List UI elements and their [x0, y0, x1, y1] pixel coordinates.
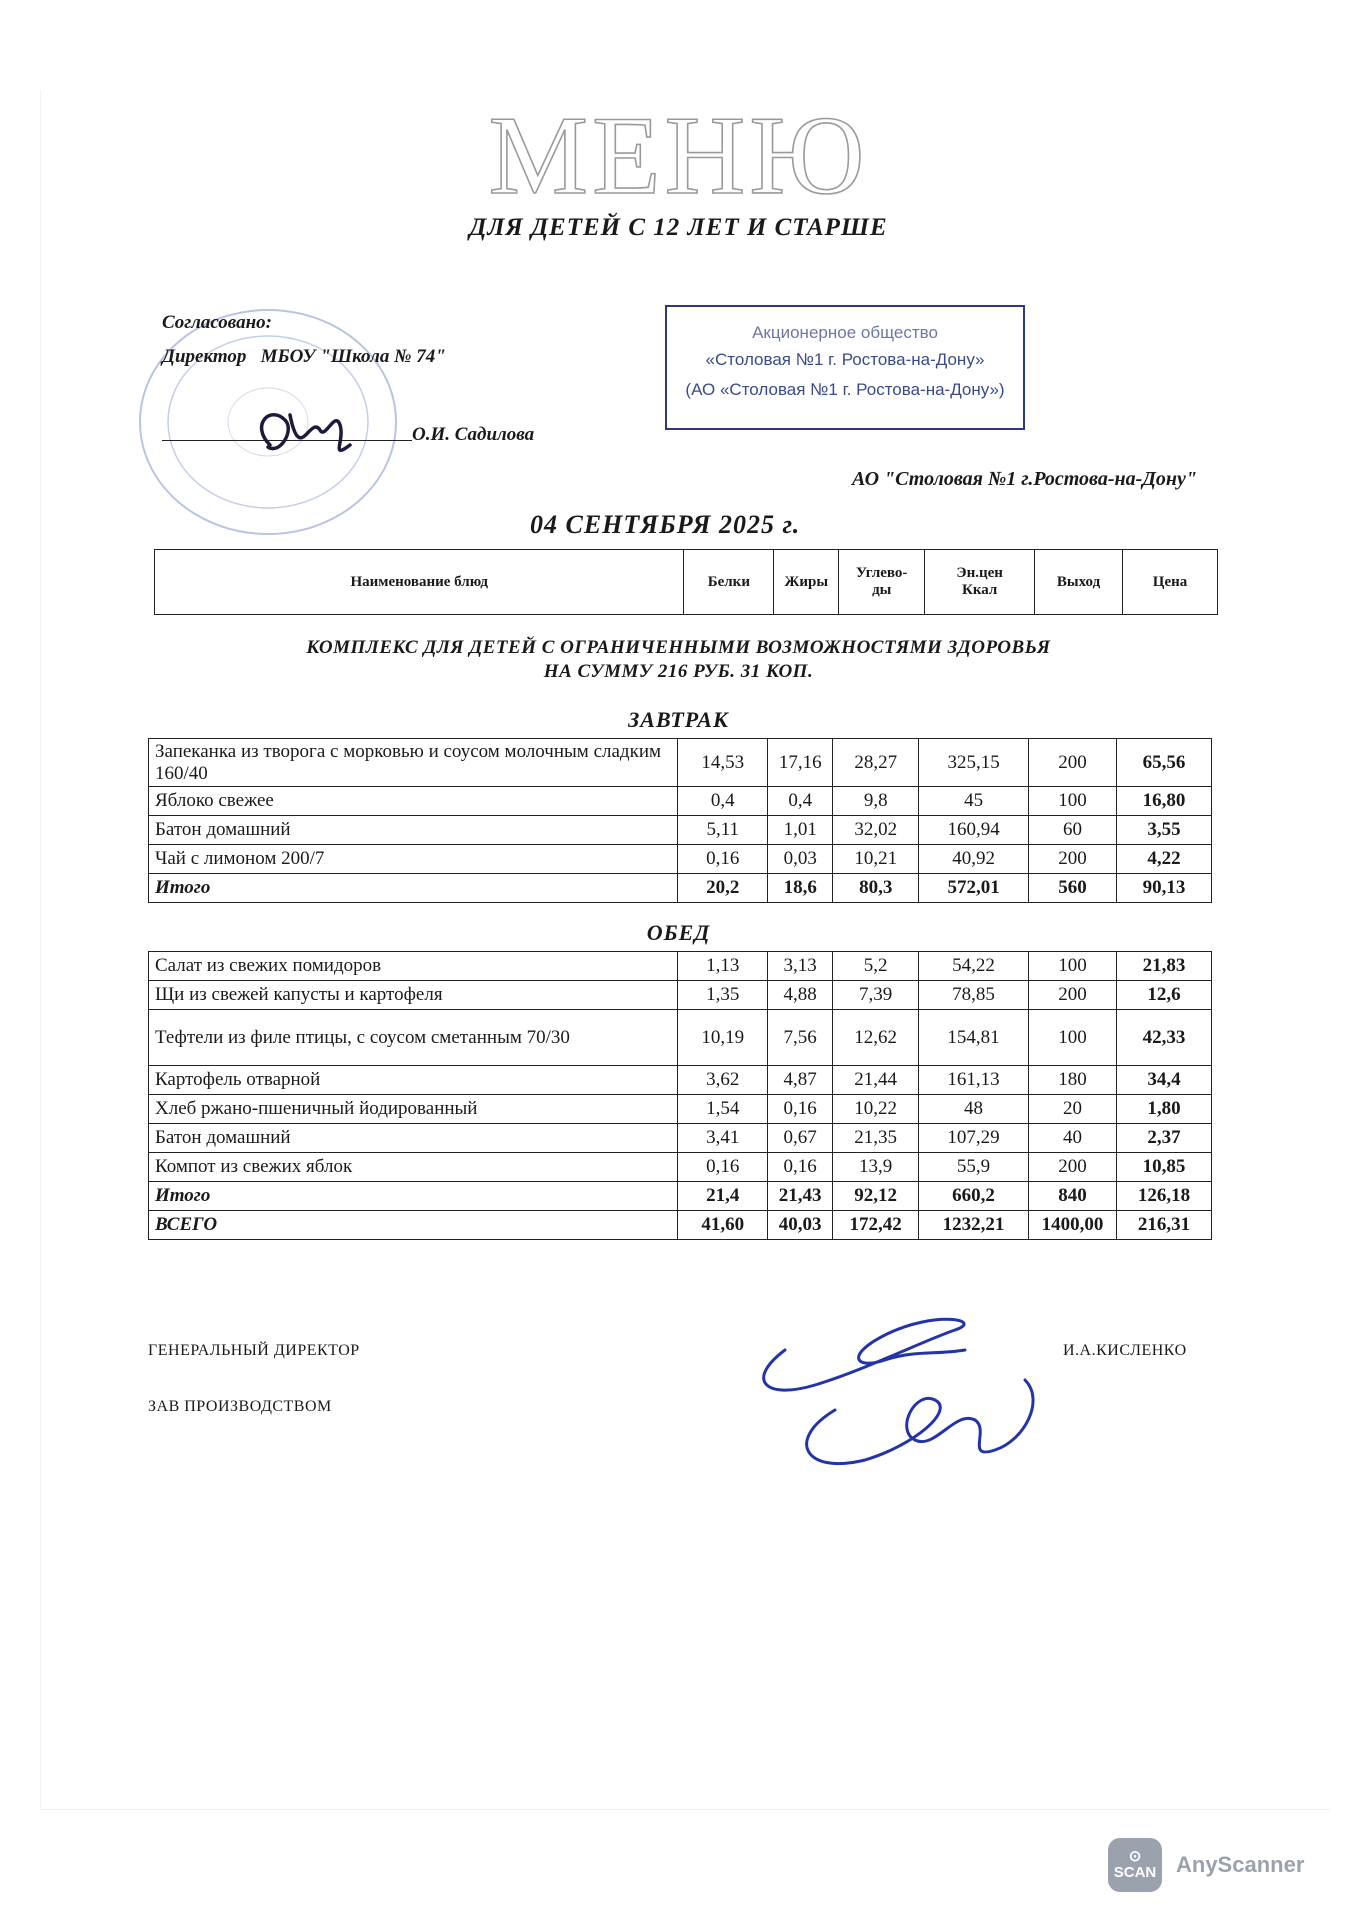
total-value-cell: 572,01: [919, 874, 1029, 903]
value-cell: 17,16: [768, 739, 833, 787]
value-cell: 1,35: [678, 981, 768, 1010]
organization-name: АО "Столовая №1 г.Ростова-на-Дону": [852, 468, 1197, 490]
value-cell: 13,9: [833, 1153, 919, 1182]
stamp-line-1: Акционерное общество: [752, 323, 938, 342]
value-cell: 7,56: [768, 1010, 833, 1066]
total-label-cell: Итого: [149, 874, 678, 903]
value-cell: 3,62: [678, 1066, 768, 1095]
dish-name-cell: Батон домашний: [149, 816, 678, 845]
table-row: [149, 1153, 1212, 1182]
value-cell: 154,81: [919, 1010, 1029, 1066]
value-cell: 10,19: [678, 1010, 768, 1066]
value-cell: 1,01: [768, 816, 833, 845]
value-cell: 54,22: [919, 952, 1029, 981]
col-dish-name: Наименование блюд: [155, 550, 684, 615]
value-cell: 10,21: [833, 845, 919, 874]
value-cell: 10,85: [1116, 1153, 1211, 1182]
value-cell: 5,2: [833, 952, 919, 981]
value-cell: 3,41: [678, 1124, 768, 1153]
anyscanner-watermark: [1108, 1838, 1304, 1892]
value-cell: 20: [1029, 1095, 1117, 1124]
value-cell: 5,11: [678, 816, 768, 845]
total-value-cell: 90,13: [1117, 874, 1212, 903]
stamp-line-2: «Столовая №1 г. Ростова-на-Дону»: [705, 350, 985, 369]
dish-name-cell: Чай с лимоном 200/7: [149, 845, 678, 874]
dish-name-cell: Щи из свежей капусты и картофеля: [149, 981, 678, 1010]
value-cell: 200: [1029, 845, 1117, 874]
value-cell: 161,13: [919, 1066, 1029, 1095]
value-cell: 16,80: [1117, 787, 1212, 816]
value-cell: 0,16: [678, 1153, 768, 1182]
value-cell: 2,37: [1116, 1124, 1211, 1153]
complex-line-1: КОМПЛЕКС ДЛЯ ДЕТЕЙ С ОГРАНИЧЕННЫМИ ВОЗМОЖНОСТЯМИ ЗДОРОВЬЯ: [306, 637, 1051, 658]
col-output: Выход: [1035, 550, 1123, 615]
total-value-cell: 21,4: [678, 1182, 768, 1211]
value-cell: 48: [919, 1095, 1029, 1124]
total-value-cell: 840: [1029, 1182, 1117, 1211]
total-value-cell: 92,12: [833, 1182, 919, 1211]
footer-director-label: ГЕНЕРАЛЬНЫЙ ДИРЕКТОР: [148, 1342, 360, 1359]
table-row: [149, 952, 1212, 981]
stamp-line-3: (АО «Столовая №1 г. Ростова-на-Дону»): [685, 380, 1005, 399]
value-cell: 160,94: [919, 816, 1029, 845]
value-cell: 40: [1029, 1124, 1117, 1153]
value-cell: 0,4: [678, 787, 768, 816]
value-cell: 0,67: [768, 1124, 833, 1153]
total-value-cell: 126,18: [1116, 1182, 1211, 1211]
value-cell: 60: [1029, 816, 1117, 845]
grand-total-row: [149, 1211, 1212, 1240]
total-value-cell: 20,2: [678, 874, 768, 903]
value-cell: 12,6: [1116, 981, 1211, 1010]
complex-line-2: НА СУММУ 216 РУБ. 31 КОП.: [543, 661, 814, 682]
total-label-cell: ВСЕГО: [149, 1211, 678, 1240]
column-header-table: [154, 549, 1218, 615]
value-cell: 0,16: [768, 1153, 833, 1182]
value-cell: 4,88: [768, 981, 833, 1010]
value-cell: 40,92: [919, 845, 1029, 874]
col-fat: Жиры: [774, 550, 839, 615]
value-cell: 200: [1029, 739, 1117, 787]
footer-production-label: ЗАВ ПРОИЗВОДСТВОМ: [148, 1398, 332, 1415]
approval-block: [162, 306, 535, 445]
total-value-cell: 1400,00: [1029, 1211, 1117, 1240]
total-value-cell: 1232,21: [919, 1211, 1029, 1240]
value-cell: 78,85: [919, 981, 1029, 1010]
watermark-name: AnyScanner: [1176, 1852, 1305, 1877]
value-cell: 200: [1029, 1153, 1117, 1182]
dish-name-cell: Компот из свежих яблок: [149, 1153, 678, 1182]
value-cell: 325,15: [919, 739, 1029, 787]
dish-name-cell: Батон домашний: [149, 1124, 678, 1153]
dish-name-cell: Картофель отварной: [149, 1066, 678, 1095]
total-value-cell: 18,6: [768, 874, 833, 903]
value-cell: 55,9: [919, 1153, 1029, 1182]
value-cell: 14,53: [678, 739, 768, 787]
value-cell: 42,33: [1116, 1010, 1211, 1066]
table-row: [149, 787, 1212, 816]
footer-director-name: И.А.КИСЛЕНКО: [1063, 1342, 1187, 1359]
col-price: Цена: [1123, 550, 1218, 615]
value-cell: 65,56: [1117, 739, 1212, 787]
lunch-total-row: [149, 1182, 1212, 1211]
value-cell: 7,39: [833, 981, 919, 1010]
value-cell: 0,16: [768, 1095, 833, 1124]
value-cell: 100: [1029, 787, 1117, 816]
menu-title: МЕНЮ: [488, 94, 869, 218]
total-value-cell: 172,42: [833, 1211, 919, 1240]
total-value-cell: 41,60: [678, 1211, 768, 1240]
lunch-table: [148, 951, 1212, 1240]
table-row: [149, 1010, 1212, 1066]
value-cell: 1,80: [1116, 1095, 1211, 1124]
value-cell: 3,13: [768, 952, 833, 981]
col-energy: Эн.цен Ккал: [925, 550, 1035, 615]
value-cell: 12,62: [833, 1010, 919, 1066]
dish-name-cell: Яблоко свежее: [149, 787, 678, 816]
total-value-cell: 21,43: [768, 1182, 833, 1211]
table-row: [149, 1124, 1212, 1153]
table-row: [149, 1095, 1212, 1124]
total-value-cell: 660,2: [919, 1182, 1029, 1211]
value-cell: 4,22: [1117, 845, 1212, 874]
breakfast-table: [148, 738, 1212, 903]
approval-label: Согласовано:: [162, 312, 273, 333]
col-carbs: Углево- ды: [839, 550, 925, 615]
table-row: [149, 845, 1212, 874]
col-protein: Белки: [684, 550, 774, 615]
organization-stamp: [665, 305, 1025, 430]
value-cell: 9,8: [833, 787, 919, 816]
value-cell: 0,16: [678, 845, 768, 874]
director-signature-icon: [240, 385, 370, 475]
value-cell: 0,03: [768, 845, 833, 874]
value-cell: 45: [919, 787, 1029, 816]
value-cell: 107,29: [919, 1124, 1029, 1153]
menu-date: 04 СЕНТЯБРЯ 2025 г.: [530, 510, 801, 539]
table-row: [149, 739, 1212, 787]
scan-logo-icon: ⊙ SCAN: [1108, 1838, 1162, 1892]
value-cell: 100: [1029, 952, 1117, 981]
breakfast-total-row: [149, 874, 1212, 903]
total-value-cell: 560: [1029, 874, 1117, 903]
value-cell: 0,4: [768, 787, 833, 816]
dish-name-cell: Тефтели из филе птицы, с соусом сметанным 70/30: [149, 1010, 678, 1066]
breakfast-title: ЗАВТРАК: [628, 707, 729, 732]
lunch-title: ОБЕД: [646, 920, 711, 945]
dish-name-cell: Запеканка из творога с морковью и соусом молочным сладким 160/40: [149, 739, 678, 787]
table-row: [149, 981, 1212, 1010]
value-cell: 100: [1029, 1010, 1117, 1066]
value-cell: 4,87: [768, 1066, 833, 1095]
value-cell: 21,44: [833, 1066, 919, 1095]
dish-name-cell: Салат из свежих помидоров: [149, 952, 678, 981]
value-cell: 28,27: [833, 739, 919, 787]
total-label-cell: Итого: [149, 1182, 678, 1211]
table-row: [149, 816, 1212, 845]
menu-subtitle: ДЛЯ ДЕТЕЙ С 12 ЛЕТ И СТАРШЕ: [469, 214, 888, 241]
value-cell: 1,54: [678, 1095, 768, 1124]
table-row: [149, 1066, 1212, 1095]
value-cell: 21,83: [1116, 952, 1211, 981]
general-director-signature-icon: [725, 1290, 1065, 1490]
total-value-cell: 216,31: [1116, 1211, 1211, 1240]
value-cell: 32,02: [833, 816, 919, 845]
complex-description: [0, 636, 1357, 684]
total-value-cell: 40,03: [768, 1211, 833, 1240]
total-value-cell: 80,3: [833, 874, 919, 903]
dish-name-cell: Хлеб ржано-пшеничный йодированный: [149, 1095, 678, 1124]
value-cell: 10,22: [833, 1095, 919, 1124]
value-cell: 21,35: [833, 1124, 919, 1153]
value-cell: 200: [1029, 981, 1117, 1010]
value-cell: 180: [1029, 1066, 1117, 1095]
approval-director-name: О.И. Садилова: [412, 424, 535, 445]
value-cell: 34,4: [1116, 1066, 1211, 1095]
value-cell: 1,13: [678, 952, 768, 981]
approval-position: Директор МБОУ "Школа № 74": [162, 346, 446, 367]
value-cell: 3,55: [1117, 816, 1212, 845]
